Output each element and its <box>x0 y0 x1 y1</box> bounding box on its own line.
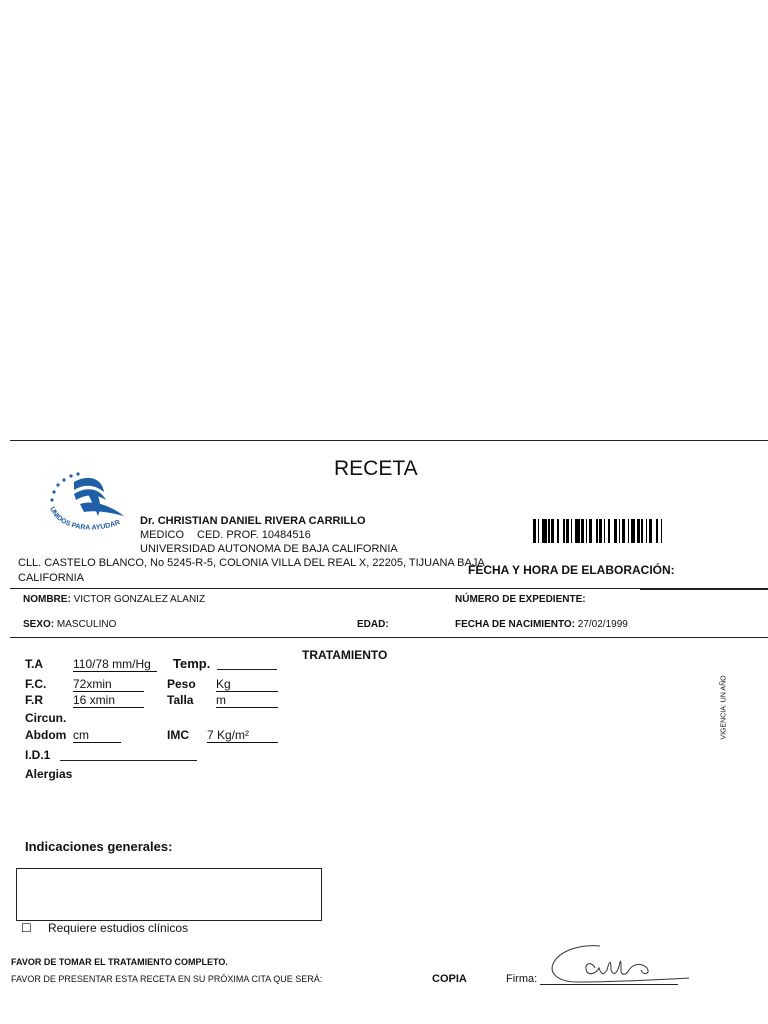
requiere-label: Requiere estudios clínicos <box>48 921 189 935</box>
expediente-label: NÚMERO DE EXPEDIENTE: <box>455 594 586 605</box>
fecha-elaboracion-label: FECHA Y HORA DE ELABORACIÓN: <box>468 563 675 577</box>
patient-birth-row <box>455 619 628 630</box>
indicaciones-label: Indicaciones generales: <box>25 839 173 854</box>
fc-label: F.C. <box>25 677 47 691</box>
doctor-name: Dr. CHRISTIAN DANIEL RIVERA CARRILLO <box>140 515 366 527</box>
abdom-label: Abdom <box>25 728 67 742</box>
circun-label: Circun. <box>25 711 67 725</box>
temp-label: Temp. <box>173 656 211 671</box>
page-title: RECETA <box>334 457 418 480</box>
nombre-value: VICTOR GONZALEZ ALANIZ <box>73 594 206 605</box>
vigencia-text: VIGENCIA: UN AÑO <box>720 675 728 740</box>
ta-label: T.A <box>25 657 43 671</box>
talla-label: Talla <box>167 693 194 707</box>
address-line-2: CALIFORNIA <box>18 572 85 584</box>
fr-label: F.R <box>25 693 43 707</box>
sexo-value: MASCULINO <box>56 619 117 630</box>
address-line-1: CLL. CASTELO BLANCO, No 5245-R-5, COLONIA VILLA DEL REAL X, 22205, TIJUANA BAJA <box>18 557 485 569</box>
tratamiento-label: TRATAMIENTO <box>302 648 388 662</box>
fr-value: 16 xmin <box>73 693 144 708</box>
top-divider <box>10 440 768 441</box>
fecha-underline <box>640 589 768 590</box>
doctor-university: UNIVERSIDAD AUTONOMA DE BAJA CALIFORNIA <box>140 543 398 555</box>
footer-line-1: FAVOR DE TOMAR EL TRATAMIENTO COMPLETO. <box>11 957 228 967</box>
patient-divider-top <box>10 588 768 589</box>
id-label: I.D.1 <box>25 748 51 762</box>
temp-underline <box>217 669 277 670</box>
peso-label: Peso <box>167 677 196 691</box>
patient-name-row <box>23 594 205 605</box>
imc-value: 7 Kg/m² <box>207 728 278 743</box>
imc-label: IMC <box>167 728 189 742</box>
doctor-cedula: CED. PROF. 10484516 <box>197 529 311 541</box>
talla-unit: m <box>216 693 278 708</box>
patient-divider-bottom <box>10 637 768 638</box>
footer-line-2: FAVOR DE PRESENTAR ESTA RECETA EN SU PRÓXIMA CITA QUE SERÁ: <box>11 974 323 984</box>
nacimiento-label: FECHA DE NACIMIENTO: <box>455 619 575 630</box>
signature-image <box>537 940 697 990</box>
logo-text: UNIDOS PARA AYUDAR <box>48 506 122 532</box>
nacimiento-value: 27/02/1999 <box>577 619 628 630</box>
doctor-role: MEDICO <box>140 529 184 541</box>
requiere-checkbox[interactable]: ☐ <box>21 921 32 935</box>
nombre-label: NOMBRE: <box>23 594 71 605</box>
copia-label: COPIA <box>432 973 467 985</box>
id-underline <box>60 760 197 761</box>
edad-label: EDAD: <box>357 619 389 630</box>
barcode <box>533 519 738 543</box>
sexo-label: SEXO: <box>23 619 55 630</box>
fc-value: 72xmin <box>73 677 144 692</box>
firma-label: Firma: <box>506 973 538 985</box>
indicaciones-box[interactable] <box>16 868 322 921</box>
ta-value: 110/78 mm/Hg <box>73 657 157 672</box>
alergias-label: Alergias <box>25 767 73 781</box>
abdom-unit: cm <box>73 728 121 743</box>
unidos-para-ayudar-logo <box>44 470 136 540</box>
patient-sex-row <box>23 619 116 630</box>
peso-unit: Kg <box>216 677 278 692</box>
